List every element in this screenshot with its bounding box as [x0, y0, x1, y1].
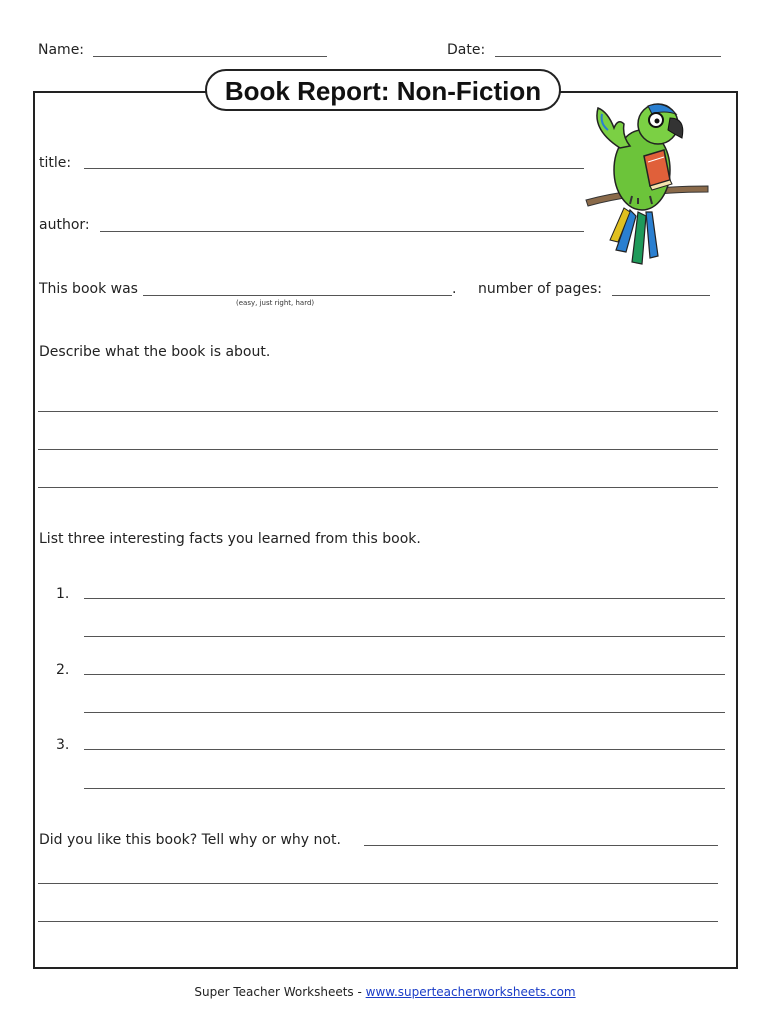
- like-prompt: Did you like this book? Tell why or why not.: [39, 832, 341, 848]
- describe-prompt: Describe what the book is about.: [39, 344, 271, 360]
- pages-label: number of pages:: [478, 281, 603, 297]
- describe-line[interactable]: [38, 411, 718, 412]
- date-label: Date:: [447, 42, 486, 58]
- author-label: author:: [39, 217, 90, 233]
- fact-line[interactable]: [84, 712, 725, 713]
- footer: [0, 985, 770, 999]
- difficulty-line[interactable]: [143, 295, 452, 296]
- difficulty-label: This book was: [39, 281, 138, 297]
- describe-line[interactable]: [38, 449, 718, 450]
- parrot-reading-book-icon: [578, 100, 713, 268]
- author-line[interactable]: [100, 231, 584, 232]
- facts-prompt: List three interesting facts you learned from this book.: [39, 531, 421, 547]
- fact-line[interactable]: [84, 674, 725, 675]
- fact-line[interactable]: [84, 749, 725, 750]
- date-line[interactable]: [495, 56, 721, 57]
- worksheet-title-pill: [205, 69, 561, 111]
- name-line[interactable]: [93, 56, 327, 57]
- difficulty-hint: (easy, just right, hard): [236, 299, 315, 307]
- like-line[interactable]: [364, 845, 718, 846]
- name-label: Name:: [38, 42, 85, 58]
- worksheet-title: Book Report: Non-Fiction: [224, 76, 542, 106]
- fact-number: 3.: [56, 737, 70, 753]
- title-label: title:: [39, 155, 72, 171]
- pages-line[interactable]: [612, 295, 710, 296]
- footer-text: Super Teacher Worksheets -: [194, 985, 366, 999]
- fact-line[interactable]: [84, 636, 725, 637]
- describe-line[interactable]: [38, 487, 718, 488]
- fact-line[interactable]: [84, 788, 725, 789]
- fact-line[interactable]: [84, 598, 725, 599]
- like-line[interactable]: [38, 883, 718, 884]
- title-line[interactable]: [84, 168, 584, 169]
- like-line[interactable]: [38, 921, 718, 922]
- fact-number: 1.: [56, 586, 70, 602]
- difficulty-period: .: [452, 281, 457, 297]
- fact-number: 2.: [56, 662, 70, 678]
- footer-link[interactable]: www.superteacherworksheets.com: [365, 985, 576, 999]
